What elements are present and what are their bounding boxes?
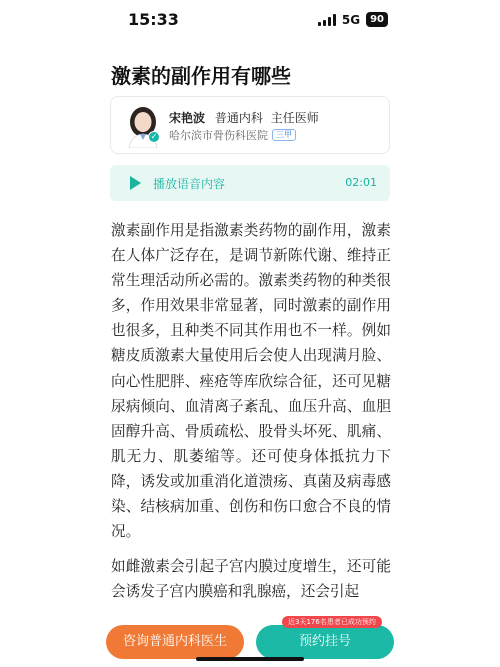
battery-icon: 90 (366, 12, 388, 27)
verified-icon: ✓ (148, 131, 160, 143)
doctor-position: 主任医师 (270, 111, 319, 125)
article-paragraph: 如雌激素会引起子宫内膜过度增生，还可能会诱发子宫内膜癌和乳腺癌，还会引起 (111, 558, 391, 601)
doctor-name: 宋艳波 (169, 111, 206, 125)
hospital-level-badge: 三甲 (272, 129, 296, 141)
consult-doctor-button[interactable]: 咨询普通内科医生 (106, 625, 244, 659)
doctor-info (169, 109, 319, 126)
audio-label: 播放语音内容 (153, 177, 226, 191)
article-body (111, 218, 391, 614)
article-paragraph: 激素副作用是指激素类药物的副作用，激素在人体广泛存在，是调节新陈代谢、维持正常生理活动所必需的。激素类药物的种类很多，作用效果非常显著，同时激素的副作用也很多，且种类不同其作用也不一样。例如糖皮质激素大量使用后会使人出现满月脸、向心性肥胖、痤疮等库欣综合征，还可见糖尿病倾向、血清离子紊乱、血压升高、血胆固醇升高、骨质疏松、股骨头坏死、肌痛、肌无力、肌萎缩等。还可使身体抵抗力下降，诱发或加重消化道溃疡、真菌及病毒感染、结核病加重、创伤和伤口愈合不良的情况。 (111, 222, 391, 541)
network-type: 5G (341, 12, 361, 27)
doctor-department: 普通内科 (214, 111, 263, 125)
doctor-card[interactable] (110, 96, 390, 154)
status-indicators (318, 12, 388, 27)
booking-tip-badge: 近3天176名患者已成功预约 (282, 616, 382, 628)
cellular-signal-icon (318, 14, 336, 26)
page-title: 激素的副作用有哪些 (111, 64, 291, 88)
audio-duration: 02:01 (345, 176, 377, 189)
doctor-avatar (121, 102, 165, 148)
book-appointment-button[interactable]: 预约挂号 (256, 625, 394, 659)
audio-player[interactable] (110, 165, 390, 201)
doctor-hospital-line (169, 127, 296, 143)
status-time: 15:33 (128, 10, 179, 29)
home-indicator (196, 657, 304, 661)
doctor-hospital: 哈尔滨市骨伤科医院 (169, 129, 268, 142)
status-bar (0, 0, 500, 40)
play-icon[interactable] (130, 176, 141, 190)
